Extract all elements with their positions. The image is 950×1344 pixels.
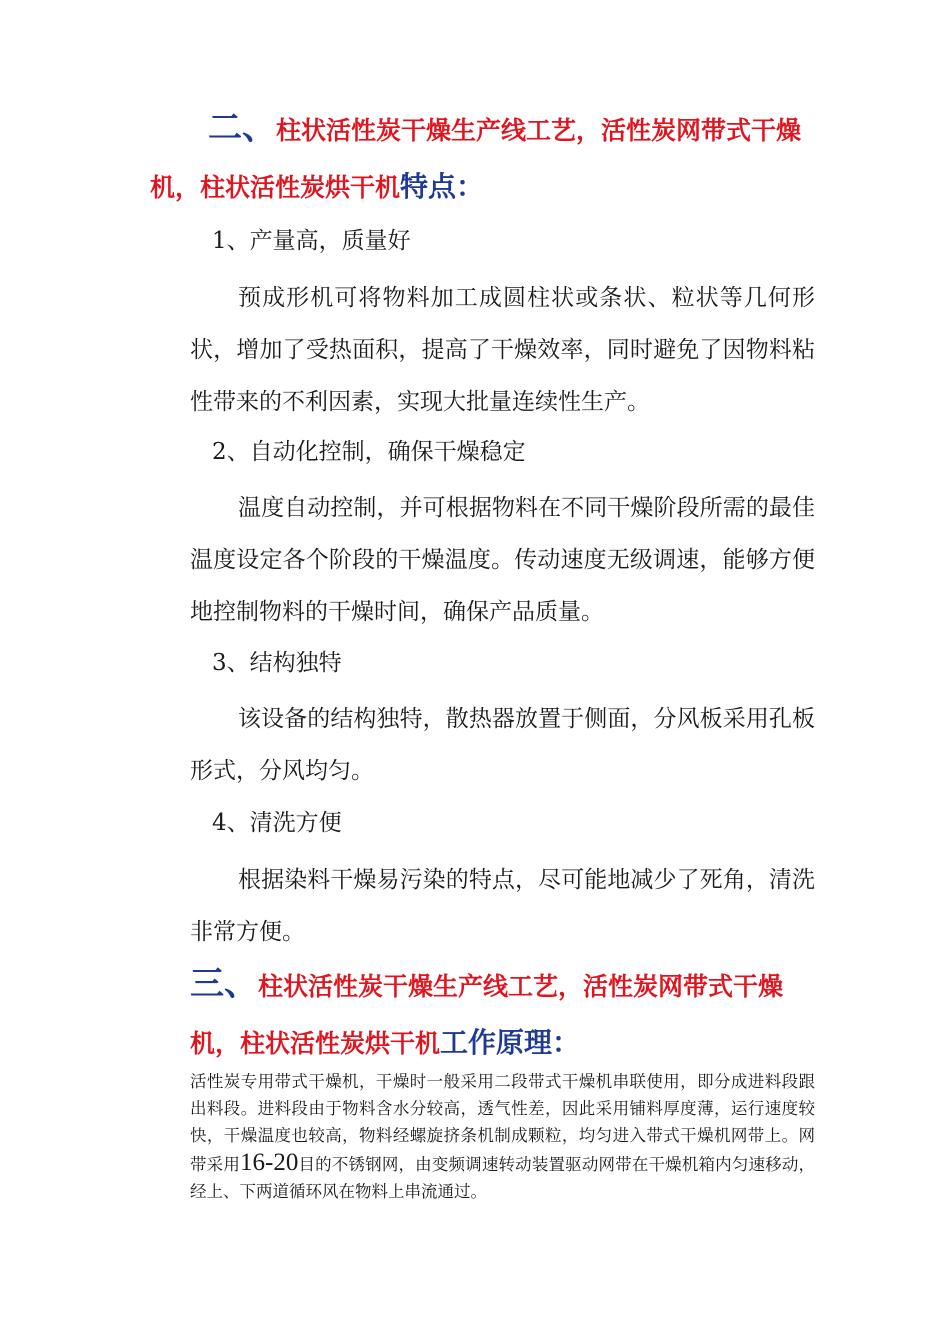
item-2-title: 2、自动化控制，确保干燥稳定 (212, 439, 526, 465)
section-2-number: 二、 (208, 108, 276, 148)
item-4-title: 4、清洗方便 (212, 810, 342, 836)
section-3-heading (190, 956, 820, 1072)
item-1-title: 1、产量高，质量好 (212, 228, 411, 254)
section-3-title-blue: 工作原理： (440, 1026, 581, 1059)
section-3-number: 三、 (190, 964, 258, 1004)
section-2-title-red: 柱状活性炭干燥生产线工艺，活性炭网带式干燥机，柱状活性炭烘干机 (150, 116, 802, 202)
item-3-body: 该设备的结构独特，散热器放置于侧面，分风板采用孔板形式，分风均匀。 (190, 706, 815, 784)
mesh-size-number: 16-20 (240, 1149, 299, 1176)
section-2-heading (150, 100, 830, 216)
section-3-title-red: 柱状活性炭干燥生产线工艺，活性炭网带式干燥机，柱状活性炭烘干机 (190, 972, 784, 1058)
section-2-title-blue: 特点： (400, 170, 485, 203)
item-4-body: 根据染料干燥易污染的特点，尽可能地减少了死角，清洗非常方便。 (190, 867, 815, 945)
section-3-body (190, 1068, 815, 1205)
item-3-title: 3、结构独特 (212, 650, 342, 676)
section-3-body-end: 目的不锈钢网，由变频调速转动装置驱动网带在干燥机箱内匀速移动，经上、下两道循环风在物料上串流通过。 (190, 1155, 816, 1201)
item-1-body: 预成形机可将物料加工成圆柱状或条状、粒状等几何形状，增加了受热面积，提高了干燥效率，同时避免了因物料粘性带来的不利因素，实现大批量连续性生产。 (190, 285, 815, 415)
item-2-body: 温度自动控制，并可根据物料在不同干燥阶段所需的最佳温度设定各个阶段的干燥温度。传动速度无级调速，能够方便地控制物料的干燥时间，确保产品质量。 (190, 495, 815, 625)
section-3-body-start: 活性炭专用带式干燥机，干燥时一般采用二段带式干燥机串联使用，即分成进料段跟出料段。进料段由于物料含水分较高，透气性差，因此采用铺料厚度薄，运行速度较快，干燥温度也较高，物料经螺旋挤条机制成颗粒，均匀进入带式干燥机网带上。网带采用 (190, 1072, 815, 1174)
